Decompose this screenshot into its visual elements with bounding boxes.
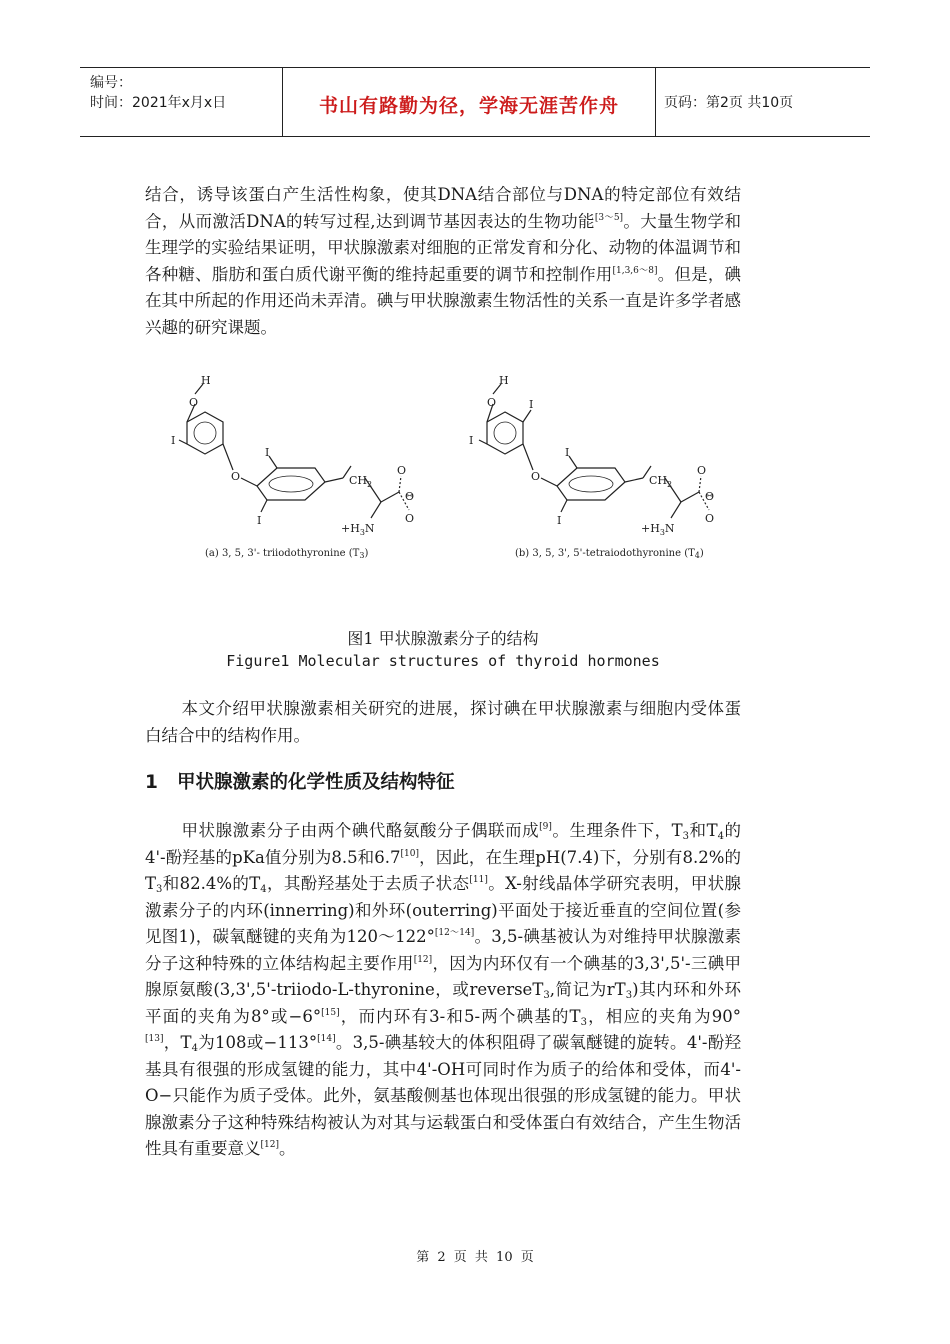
section-title: 甲状腺激素的化学性质及结构特征 bbox=[177, 772, 455, 793]
citation: [1,3,6～8] bbox=[612, 265, 658, 276]
subscript: 3 bbox=[580, 1016, 587, 1028]
molecular-structures bbox=[165, 372, 725, 572]
text: ，T bbox=[163, 1033, 192, 1052]
atom-nh3: $+H_3N$ bbox=[341, 522, 375, 537]
text: 。X-射线晶体学研究表明，甲状腺激素分子的内环(innerring)和外环(outerring)平面处于接近垂直的空间位置(参见图1)，碳氧醚键的夹角为120～122° bbox=[145, 874, 742, 946]
subscript: 4 bbox=[260, 884, 267, 895]
citation: [3～5] bbox=[594, 212, 624, 223]
citation: [13] bbox=[145, 1034, 164, 1044]
atom-h: H bbox=[201, 374, 211, 387]
molecule-b bbox=[479, 384, 709, 518]
paragraph-1 bbox=[145, 182, 741, 341]
text: ，因为内环仅有一个碘基的3,3',5'-三碘甲腺原氨酸(3,3',5'-triiodo-L-thyronine，或reverseT bbox=[145, 953, 741, 999]
citation: [10] bbox=[400, 848, 419, 859]
text: 本文介绍甲状腺激素相关研究的进展，探讨碘在甲状腺激素与细胞内受体蛋白结合中的结构作用。 bbox=[145, 699, 741, 745]
time-label: 时间：2021年x月x日 bbox=[90, 95, 227, 111]
motto: 书山有路勤为径，学海无涯苦作舟 bbox=[318, 94, 619, 117]
text: 和82.4%的T bbox=[162, 874, 261, 893]
section-heading bbox=[145, 768, 455, 794]
figure-caption-en: Figure1 Molecular structures of thyroid hormones bbox=[226, 652, 660, 670]
text: 。大量生物学和生理学的实验结果证明，甲状腺激素对细胞的正常发育和分化、动物的体温调节和各种糖、脂肪和蛋白质代谢平衡的维持起重要的调节和控制作用 bbox=[145, 211, 742, 284]
atom-i: I bbox=[529, 398, 534, 411]
text: 结合，诱导该蛋白产生活性构象，使其DNA结合部位与DNA的特定部位有效结合，从而激活DNA的转写过程,达到调节基因表达的生物功能 bbox=[145, 185, 741, 231]
text: 的4'-酚羟基的pKa值分别为8.5和6.7 bbox=[145, 821, 742, 867]
text: ，因此，在生理pH(7.4)下，分别有8.2%的T bbox=[145, 847, 741, 893]
subscript: 3 bbox=[682, 831, 690, 842]
section-number: 1 bbox=[145, 772, 158, 793]
text: ，相应的夹角为90° bbox=[586, 1006, 742, 1026]
figure-1 bbox=[165, 372, 725, 572]
page-header bbox=[80, 67, 870, 137]
atom-o: O bbox=[405, 512, 415, 525]
page-footer: 第 2 页 共 10 页 bbox=[416, 1250, 534, 1265]
atom-i: I bbox=[469, 434, 474, 447]
text: 。生理条件下，T bbox=[551, 821, 683, 840]
outer-ring bbox=[187, 412, 223, 454]
text: 和T bbox=[689, 821, 718, 840]
citation: [12] bbox=[260, 1140, 279, 1150]
atom-o: O bbox=[487, 396, 497, 409]
text: 。3,5-碘基被认为对维持甲状腺激素分子这种特殊的立体结构起主要作用 bbox=[145, 927, 741, 973]
serial-label: 编号： bbox=[90, 75, 132, 91]
subscript: 3 bbox=[156, 884, 163, 895]
text: 。但是，碘在其中所起的作用还尚未弄清。碘与甲状腺激素生物活性的关系一直是许多学者感兴趣的研究课题。 bbox=[145, 264, 742, 337]
atom-i: I bbox=[565, 446, 570, 459]
atom-i: I bbox=[171, 434, 176, 447]
atom-nh3: $+H_3N$ bbox=[641, 522, 675, 537]
atom-o: O bbox=[189, 396, 199, 409]
paragraph-2 bbox=[145, 696, 741, 749]
subscript: 3 bbox=[625, 990, 633, 1001]
text: ，而内环有3-和5-两个碘基的T bbox=[339, 1006, 581, 1026]
atom-o: O bbox=[531, 470, 541, 483]
text: 甲状腺激素分子由两个碘代酪氨酸分子偶联而成 bbox=[181, 821, 540, 840]
text: 。3,5-碘基较大的体积阻碍了碳氧醚键的旋转。4'-酚羟基具有很强的形成氢键的能力，其中4'-OH可同时作为质子的给体和受体，而4'-O−只能作为质子受体。此外，氨基酸侧基也体现出很强的形成氢键的能力。甲状腺激素分子这种特殊结构被认为对其与运载蛋白和受体蛋白有效结合，产生生物活性具有重要意义 bbox=[145, 1033, 741, 1158]
molecule-b-labels bbox=[469, 374, 714, 537]
text: 为108或−113° bbox=[197, 1033, 318, 1052]
molecule-a bbox=[179, 384, 409, 518]
page-info: 页码：第2页 共10页 bbox=[664, 95, 794, 111]
atom-i: I bbox=[265, 446, 270, 459]
caption-b: (b) 3, 5, 3', 5'-tetraiodothyronine $(T_4)$ bbox=[515, 548, 704, 560]
citation: [11] bbox=[469, 875, 488, 885]
caption-a: (a) 3, 5, 3'- triiodothyronine $(T_3)$ bbox=[205, 548, 369, 560]
header-meta bbox=[80, 68, 283, 136]
paragraph-3 bbox=[145, 818, 741, 1163]
atom-o: O bbox=[231, 470, 241, 483]
charge-minus: Θ bbox=[705, 490, 715, 503]
text: )其内环和外环平面的夹角为8°或−6° bbox=[145, 980, 742, 1026]
molecule-a-labels bbox=[171, 374, 414, 537]
atom-i: I bbox=[557, 514, 562, 527]
subscript: 4 bbox=[717, 831, 724, 842]
citation: [12] bbox=[413, 954, 433, 965]
atom-o: O bbox=[397, 464, 407, 477]
text: ，其酚羟基处于去质子状态 bbox=[266, 874, 470, 893]
citation: [9] bbox=[539, 822, 552, 832]
inner-ring bbox=[557, 468, 625, 500]
text: 。 bbox=[278, 1139, 296, 1158]
atom-h: H bbox=[499, 374, 509, 387]
subscript: 4 bbox=[191, 1043, 198, 1054]
figure-caption-cn: 图1 甲状腺激素分子的结构 bbox=[347, 629, 539, 648]
atom-o: O bbox=[705, 512, 715, 525]
outer-ring bbox=[487, 412, 523, 454]
atom-o: O bbox=[697, 464, 707, 477]
citation: [12～14] bbox=[434, 928, 475, 938]
atom-i: I bbox=[257, 514, 262, 527]
charge-minus: Θ bbox=[405, 490, 415, 503]
subscript: 3 bbox=[543, 990, 550, 1001]
citation: [15] bbox=[321, 1007, 340, 1018]
citation: [14] bbox=[317, 1034, 336, 1044]
atom-ch2: $CH_2$ bbox=[349, 474, 373, 489]
inner-ring bbox=[257, 468, 325, 500]
header-motto-cell bbox=[283, 68, 656, 136]
atom-ch2: $CH_2$ bbox=[649, 474, 673, 489]
text: ,简记为rT bbox=[549, 980, 626, 999]
